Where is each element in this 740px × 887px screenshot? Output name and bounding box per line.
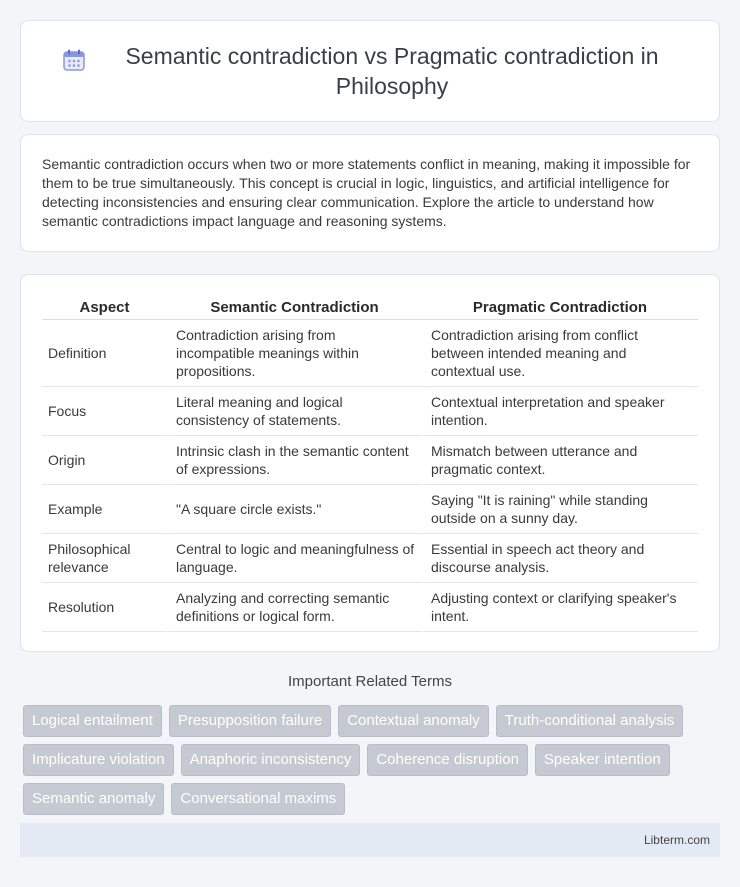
title-card xyxy=(20,20,720,122)
title-wrap xyxy=(21,41,719,101)
header-semantic: Semantic Contradiction xyxy=(167,295,422,320)
row-semantic: Intrinsic clash in the semantic content of expressions. xyxy=(167,436,422,485)
row-aspect: Resolution xyxy=(42,583,167,632)
row-semantic: Literal meaning and logical consistency of statements. xyxy=(167,387,422,436)
header-pragmatic: Pragmatic Contradiction xyxy=(422,295,698,320)
row-aspect: Philosophical relevance xyxy=(42,534,167,583)
footer xyxy=(20,823,720,857)
table-row xyxy=(42,436,698,485)
related-term-tag[interactable]: Implicature violation xyxy=(23,744,174,776)
table-row xyxy=(42,583,698,632)
row-pragmatic: Mismatch between utterance and pragmatic context. xyxy=(422,436,698,485)
comparison-table xyxy=(42,295,698,632)
row-aspect: Definition xyxy=(42,320,167,387)
row-semantic: "A square circle exists." xyxy=(167,485,422,534)
related-term-tag[interactable]: Logical entailment xyxy=(23,705,162,737)
related-terms-heading: Important Related Terms xyxy=(288,673,452,690)
intro-paragraph: Semantic contradiction occurs when two or more statements conflict in meaning, making it impossible for them to be true simultaneously. This concept is crucial in logic, linguistics, and artificial intelligence for detecting inconsistencies and ensuring clear communication. Explore the article to understand how semantic contradictions impact language and reasoning systems. xyxy=(42,156,691,229)
calendar-icon xyxy=(61,47,87,73)
row-semantic: Central to logic and meaningfulness of language. xyxy=(167,534,422,583)
related-term-tag[interactable]: Conversational maxims xyxy=(171,783,345,815)
related-term-tag[interactable]: Speaker intention xyxy=(535,744,670,776)
row-aspect: Focus xyxy=(42,387,167,436)
related-terms-list xyxy=(23,705,723,822)
table-row xyxy=(42,387,698,436)
row-pragmatic: Contradiction arising from conflict between intended meaning and contextual use. xyxy=(422,320,698,387)
table-row xyxy=(42,485,698,534)
table-header-row xyxy=(42,295,698,320)
table-row xyxy=(42,534,698,583)
related-term-tag[interactable]: Semantic anomaly xyxy=(23,783,164,815)
intro-card xyxy=(20,134,720,252)
row-semantic: Analyzing and correcting semantic definitions or logical form. xyxy=(167,583,422,632)
footer-site-link[interactable]: Libterm.com xyxy=(643,833,710,847)
row-pragmatic: Adjusting context or clarifying speaker's intent. xyxy=(422,583,698,632)
row-pragmatic: Saying "It is raining" while standing outside on a sunny day. xyxy=(422,485,698,534)
page-title: Semantic contradiction vs Pragmatic contradiction in Philosophy xyxy=(125,43,659,99)
row-pragmatic: Essential in speech act theory and discourse analysis. xyxy=(422,534,698,583)
comparison-card xyxy=(20,274,720,652)
row-pragmatic: Contextual interpretation and speaker intention. xyxy=(422,387,698,436)
related-term-tag[interactable]: Contextual anomaly xyxy=(338,705,489,737)
related-term-tag[interactable]: Presupposition failure xyxy=(169,705,331,737)
header-aspect: Aspect xyxy=(42,295,167,320)
row-semantic: Contradiction arising from incompatible meanings within propositions. xyxy=(167,320,422,387)
row-aspect: Origin xyxy=(42,436,167,485)
related-term-tag[interactable]: Truth-conditional analysis xyxy=(496,705,684,737)
table-row xyxy=(42,320,698,387)
row-aspect: Example xyxy=(42,485,167,534)
related-term-tag[interactable]: Anaphoric inconsistency xyxy=(181,744,361,776)
related-term-tag[interactable]: Coherence disruption xyxy=(367,744,528,776)
